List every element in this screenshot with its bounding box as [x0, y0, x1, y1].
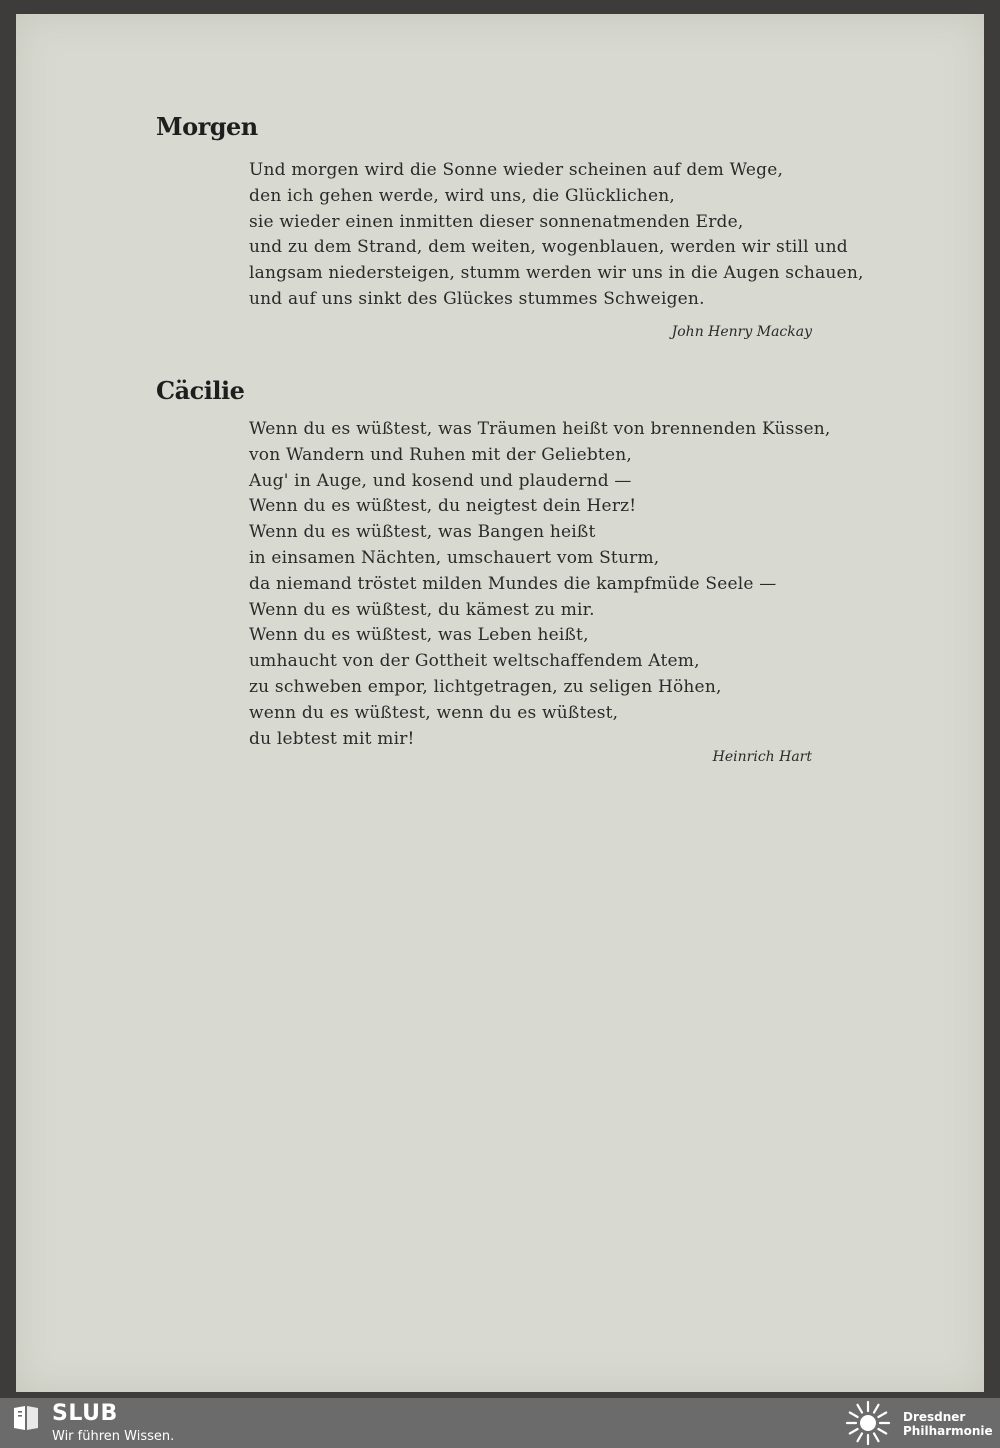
poem-body-morgen	[249, 158, 864, 313]
document-page	[16, 14, 984, 1392]
poem-line: und auf uns sinkt des Glückes stummes Schweigen.	[249, 288, 705, 309]
poem-line: in einsamen Nächten, umschauert vom Sturm,	[249, 547, 660, 568]
poem-line: langsam niedersteigen, stumm werden wir uns in die Augen schauen,	[249, 263, 864, 284]
poem-line: und zu dem Strand, dem weiten, wogenblauen, werden wir still und	[249, 237, 848, 258]
poem-line: umhaucht von der Gottheit weltschaffendem Atem,	[249, 651, 700, 672]
slub-name[interactable]: SLUB	[52, 1401, 118, 1426]
poem-line: Aug' in Auge, und kosend und plaudernd —	[249, 470, 632, 491]
poem-title-morgen: Morgen	[156, 112, 258, 141]
poem-line: von Wandern und Ruhen mit der Geliebten,	[249, 444, 632, 465]
poem-author-morgen: John Henry Mackay	[671, 324, 812, 340]
poem-line: sie wieder einen inmitten dieser sonnenatmenden Erde,	[249, 211, 744, 232]
poem-line: da niemand tröstet milden Mundes die kampfmüde Seele —	[249, 573, 777, 594]
poem-line: Und morgen wird die Sonne wieder scheinen auf dem Wege,	[249, 160, 784, 180]
poem-line: wenn du es wüßtest, wenn du es wüßtest,	[249, 702, 619, 723]
poem-title-caecilie: Cäcilie	[156, 376, 245, 405]
poem-line: Wenn du es wüßtest, was Leben heißt,	[249, 625, 589, 646]
poem-line: Wenn du es wüßtest, du neigtest dein Herz!	[249, 496, 637, 517]
dresdner-philharmonie-name[interactable]	[903, 1410, 998, 1438]
slub-book-icon[interactable]	[12, 1404, 40, 1432]
footer-bar	[0, 1398, 1000, 1448]
poem-author-caecilie: Heinrich Hart	[712, 749, 812, 765]
poem-line: Wenn du es wüßtest, was Bangen heißt	[249, 522, 596, 543]
dresdner-philharmonie-sunburst-icon[interactable]	[842, 1400, 894, 1446]
poem-line: Wenn du es wüßtest, was Träumen heißt von brennenden Küssen,	[249, 419, 831, 439]
poem-line: den ich gehen werde, wird uns, die Glücklichen,	[249, 185, 675, 206]
poem-body-caecilie	[249, 417, 831, 752]
poem-line: Wenn du es wüßtest, du kämest zu mir.	[249, 599, 595, 620]
dp-name-line1: Dresdner	[903, 1410, 966, 1424]
poem-line: du lebtest mit mir!	[249, 728, 415, 749]
dp-name-line2: Philharmonie	[903, 1424, 993, 1438]
poem-line: zu schweben empor, lichtgetragen, zu seligen Höhen,	[249, 676, 722, 697]
slub-tagline: Wir führen Wissen.	[52, 1429, 175, 1444]
